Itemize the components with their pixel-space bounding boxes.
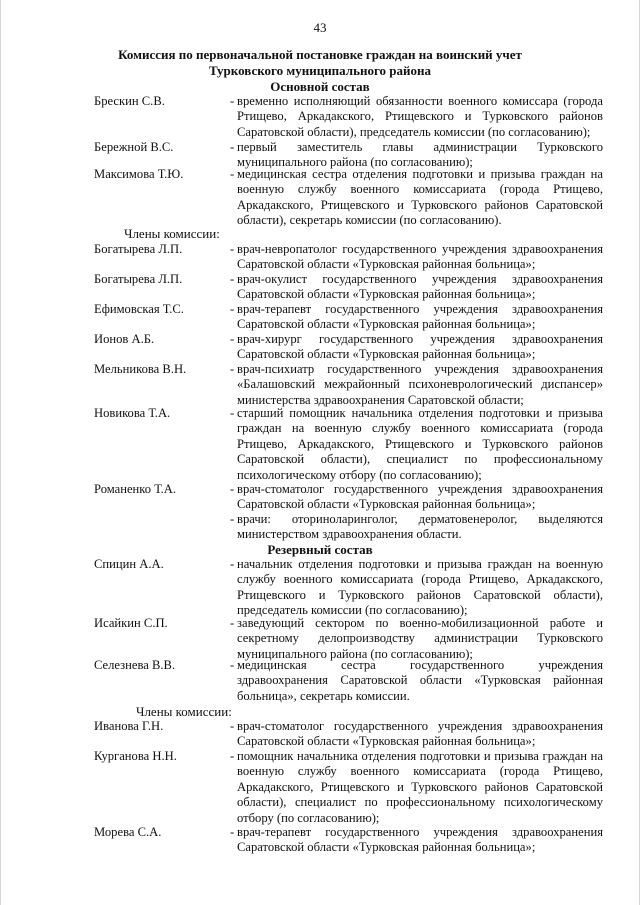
member-name: Исайкин С.П.	[94, 616, 168, 630]
member-name: Максимова Т.Ю.	[94, 167, 184, 181]
member-role: врач-окулист государственного учреждения здравоохранения Саратовской области «Турковская районная больница»;	[237, 272, 603, 302]
page-number: 43	[313, 20, 327, 35]
entry-dash: -	[230, 658, 235, 672]
entry-dash: -	[230, 302, 235, 316]
member-name: Курганова Н.Н.	[94, 749, 177, 763]
entry-dash: -	[230, 749, 235, 763]
entry-dash: -	[230, 242, 235, 256]
member-name: Селезнева В.В.	[94, 658, 176, 672]
member-role: временно исполняющий обязанности военного комиссара (города Ртищево, Аркадакского, Ртищевского и Турковского районов Саратовской области), председатель комиссии (по согласованию);	[237, 94, 603, 139]
member-role: врач-терапевт государственного учреждения здравоохранения Саратовской области «Турковская районная больница»;	[237, 825, 603, 855]
reserve-composition-heading: Резервный состав	[267, 542, 373, 557]
member-role: старший помощник начальника отделения подготовки и призыва граждан на военную службу военного комиссариата (города Ртищево, Аркадакского, Ртищевского и Турковского районов Саратовской области), специалист по профессиональному психологическому отбору (по согласованию);	[237, 406, 603, 482]
entry-dash: -	[230, 272, 235, 286]
member-role: начальник отделения подготовки и призыва граждан на военную службу военного комиссариата (города Ртищево, Аркадакского, Ртищевского и Турковского районов Саратовской области), председатель комиссии (по согласованию);	[237, 557, 603, 618]
member-name: Бережной В.С.	[94, 140, 174, 154]
reserve-members-label: Члены комиссии:	[136, 704, 232, 719]
entry-dash: -	[230, 825, 235, 839]
entry-dash: -	[230, 557, 235, 571]
member-name: Морева С.А.	[94, 825, 162, 839]
member-name: Спицин А.А.	[94, 557, 164, 571]
member-name: Мельникова В.Н.	[94, 362, 187, 376]
entry-dash: -	[230, 406, 235, 420]
member-name: Богатырева Л.П.	[94, 272, 183, 286]
member-role: врач-стоматолог государственного учреждения здравоохранения Саратовской области «Турковская районная больница»;	[237, 482, 603, 512]
document-title-line-1: Комиссия по первоначальной постановке граждан на воинский учет	[118, 47, 522, 62]
entry-dash: -	[230, 167, 235, 181]
member-role: первый заместитель главы администрации Турковского муниципального района (по согласованию);	[237, 140, 603, 170]
entry-dash: -	[230, 616, 235, 630]
member-role: врач-терапевт государственного учреждения здравоохранения Саратовской области «Турковская районная больница»;	[237, 302, 603, 332]
entry-dash: -	[230, 332, 235, 346]
entry-dash: -	[230, 94, 235, 108]
page-edge-left	[0, 0, 1, 905]
entry-dash: -	[230, 140, 235, 154]
member-name: Ефимовская Т.С.	[94, 302, 184, 316]
entry-dash: -	[230, 512, 235, 526]
member-role: врач-невропатолог государственного учреждения здравоохранения Саратовской области «Турковская районная больница»;	[237, 242, 603, 272]
member-name: Богатырева Л.П.	[94, 242, 183, 256]
member-name: Иванова Г.Н.	[94, 719, 164, 733]
member-name: Брескин С.В.	[94, 94, 165, 108]
member-role: врач-стоматолог государственного учреждения здравоохранения Саратовской области «Турковская районная больница»;	[237, 719, 603, 749]
main-composition-heading: Основной состав	[270, 79, 370, 94]
member-name: Ионов А.Б.	[94, 332, 155, 346]
member-role: заведующий сектором по военно-мобилизационной работе и секретному делопроизводству администрации Турковского муниципального района (по согласованию);	[237, 616, 603, 661]
member-role: врачи: оториноларинголог, дерматовенеролог, выделяются министерством здравоохранения области.	[237, 512, 603, 542]
member-name: Романенко Т.А.	[94, 482, 177, 496]
entry-dash: -	[230, 362, 235, 376]
entry-dash: -	[230, 482, 235, 496]
member-role: помощник начальника отделения подготовки и призыва граждан на военную службу военного комиссариата (города Ртищево, Аркадакского, Ртищевского и Турковского районов Саратовской области), специалист по профессиональному психологическому отбору (по согласованию);	[237, 749, 603, 825]
document-title-line-2: Турковского муниципального района	[209, 63, 431, 78]
members-label: Члены комиссии:	[124, 226, 220, 241]
member-role: медицинская сестра государственного учреждения здравоохранения Саратовской области «Турковская районная больница», секретарь комиссии.	[237, 658, 603, 703]
entry-dash: -	[230, 719, 235, 733]
member-role: врач-психиатр государственного учреждения здравоохранения «Балашовский межрайонный психоневрологический диспансер» министерства здравоохранения Саратовской области;	[237, 362, 603, 407]
member-role: медицинская сестра отделения подготовки и призыва граждан на военную службу военного комиссариата (города Ртищево, Аркадакского, Ртищевского и Турковского районов Саратовской области), секретарь комиссии (по согласованию).	[237, 167, 603, 228]
member-role: врач-хирург государственного учреждения здравоохранения Саратовской области «Турковская районная больница»;	[237, 332, 603, 362]
member-name: Новикова Т.А.	[94, 406, 171, 420]
